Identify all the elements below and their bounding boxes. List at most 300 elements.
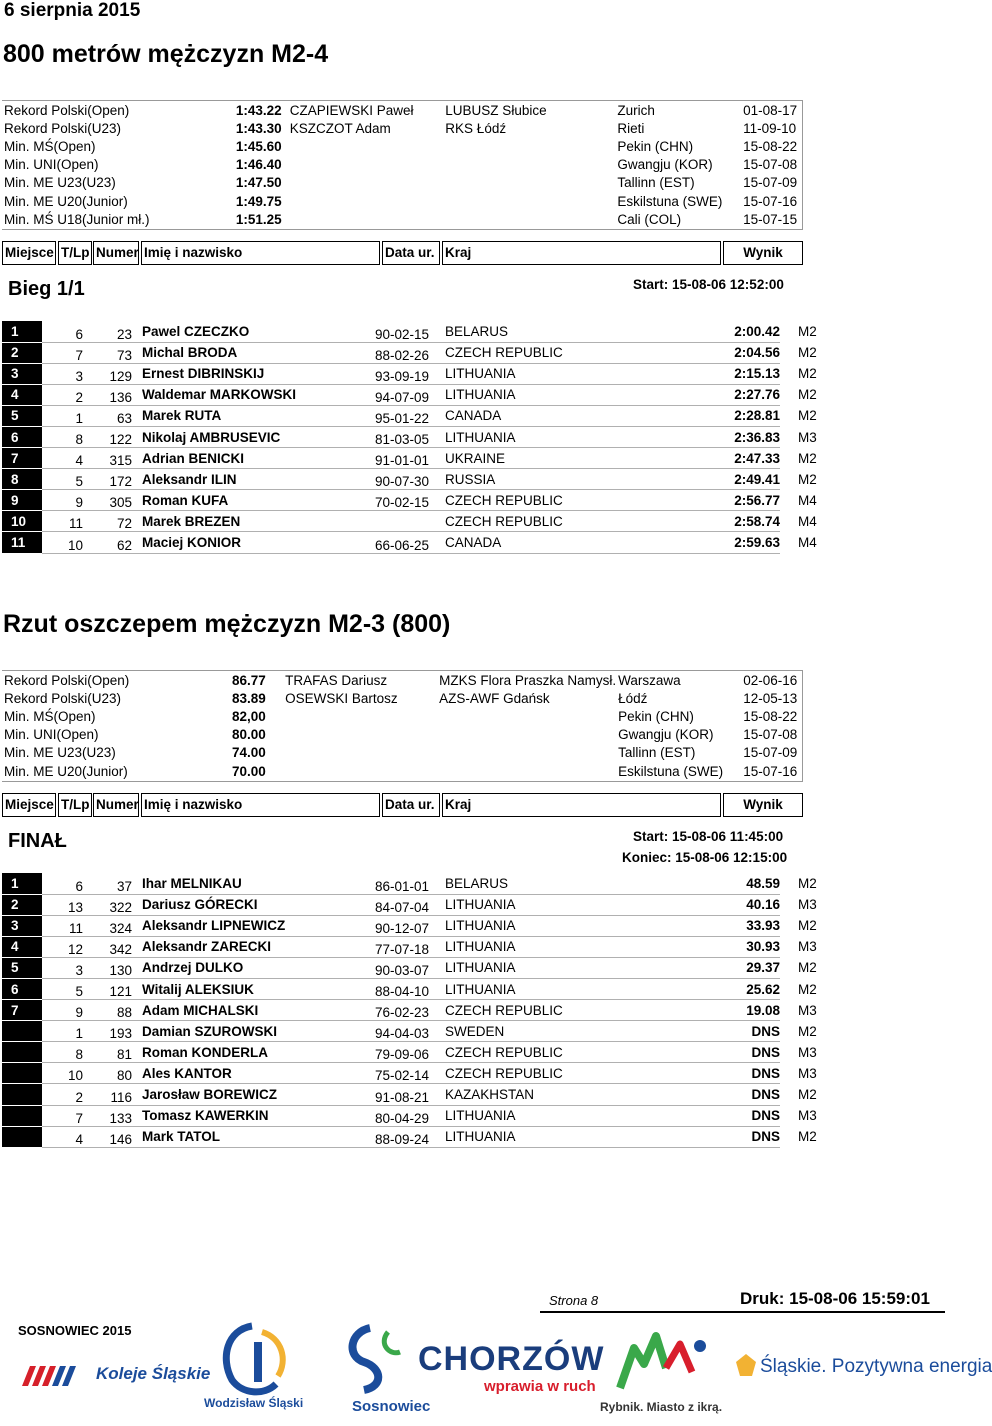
record-place: Zurich (617, 102, 655, 118)
record-row (2, 101, 803, 119)
result-row (2, 873, 870, 894)
result-value: 2:49.41 (696, 469, 780, 490)
result-number: 136 (83, 384, 132, 405)
birth-date: 77-07-18 (375, 936, 445, 957)
result-number: 73 (83, 342, 132, 363)
result-tlp: 10 (42, 1063, 83, 1084)
record-value: 83.89 (231, 690, 266, 706)
record-place: Gwangju (KOR) (618, 727, 714, 743)
result-tlp: 11 (42, 511, 83, 532)
athlete-name: Aleksandr ILIN (132, 469, 375, 490)
record-name: Min. UNI(Open) (4, 727, 99, 743)
rybnik-text: Rybnik. Miasto z ikrą. (600, 1400, 723, 1414)
result-tlp: 6 (42, 873, 83, 894)
record-date: 15-07-08 (743, 727, 798, 743)
record-club: RKS Łódź (445, 120, 507, 136)
result-value: 2:00.42 (696, 321, 780, 342)
record-name: Rekord Polski(Open) (4, 672, 130, 688)
record-date: 02-06-16 (743, 672, 798, 688)
header-number: Numer (93, 793, 139, 817)
birth-date: 91-08-21 (375, 1084, 445, 1105)
record-value: 80.00 (231, 727, 266, 743)
birth-date: 79-09-06 (375, 1042, 445, 1063)
category: M2 (798, 366, 817, 382)
record-value: 1:49.75 (235, 193, 282, 209)
result-value: DNS (696, 1021, 780, 1042)
country: LITHUANIA (445, 426, 696, 447)
athlete-name: Pawel CZECZKO (132, 321, 375, 342)
result-number: 133 (83, 1105, 132, 1126)
athlete-name: Adrian BENICKI (132, 448, 375, 469)
header-tlp: T/Lp (58, 241, 92, 265)
country: KAZAKHSTAN (445, 1084, 696, 1105)
result-place: 9 (2, 490, 42, 511)
record-club (437, 762, 616, 780)
result-place: 7 (2, 448, 42, 469)
results-header (2, 241, 802, 265)
country: SWEDEN (445, 1021, 696, 1042)
result-value: 2:56.77 (696, 490, 780, 511)
result-row (2, 957, 870, 978)
result-row (2, 1126, 870, 1147)
result-row (2, 978, 870, 999)
result-value: 2:59.63 (696, 532, 780, 553)
record-row (2, 137, 803, 155)
footer-divider (540, 1311, 945, 1313)
result-value: 40.16 (696, 894, 780, 915)
page-date: 6 sierpnia 2015 (4, 0, 141, 21)
country: CZECH REPUBLIC (445, 342, 696, 363)
result-tlp: 12 (42, 936, 83, 957)
record-value: 1:47.50 (235, 175, 282, 191)
country: LITHUANIA (445, 936, 696, 957)
athlete-name: Adam MICHALSKI (132, 1000, 375, 1021)
record-club (437, 707, 616, 725)
result-place (2, 1063, 42, 1084)
result-tlp: 3 (42, 363, 83, 384)
result-place (2, 1042, 42, 1063)
result-value: 30.93 (696, 936, 780, 957)
result-value: 33.93 (696, 915, 780, 936)
athlete-name: Michal BRODA (132, 342, 375, 363)
birth-date: 94-07-09 (375, 384, 445, 405)
record-row (2, 174, 803, 192)
country: LITHUANIA (445, 957, 696, 978)
result-place: 7 (2, 1000, 42, 1021)
athlete-name: Ihar MELNIKAU (132, 873, 375, 894)
result-place (2, 1105, 42, 1126)
country: RUSSIA (445, 469, 696, 490)
record-athlete (283, 744, 437, 762)
result-row (2, 1063, 870, 1084)
record-place: Gwangju (KOR) (617, 157, 713, 173)
birth-date: 70-02-15 (375, 490, 445, 511)
record-value: 1:43.30 (235, 120, 282, 136)
athlete-name: Damian SZUROWSKI (132, 1021, 375, 1042)
record-athlete (288, 156, 444, 174)
birth-date: 91-01-01 (375, 448, 445, 469)
result-number: 172 (83, 469, 132, 490)
birth-date: 90-12-07 (375, 915, 445, 936)
athlete-name: Aleksandr LIPNEWICZ (132, 915, 375, 936)
record-value: 1:51.25 (235, 211, 282, 227)
category: M2 (798, 345, 817, 361)
header-country: Kraj (442, 793, 721, 817)
country: LITHUANIA (445, 978, 696, 999)
record-club: AZS-AWF Gdańsk (439, 690, 550, 706)
result-place: 8 (2, 469, 42, 490)
record-name: Min. UNI(Open) (4, 157, 99, 173)
record-athlete (283, 707, 437, 725)
birth-date: 94-04-03 (375, 1021, 445, 1042)
category: M3 (798, 1065, 817, 1081)
record-athlete (283, 726, 437, 744)
result-row (2, 448, 870, 469)
birth-date: 88-02-26 (375, 342, 445, 363)
birth-date: 75-02-14 (375, 1063, 445, 1084)
koleje-slaskie-logo (22, 1360, 211, 1394)
birth-date: 93-09-19 (375, 363, 445, 384)
record-name: Min. ME U20(Junior) (4, 193, 128, 209)
result-number: 72 (83, 511, 132, 532)
record-row (2, 192, 803, 210)
result-tlp: 5 (42, 469, 83, 490)
birth-date: 84-07-04 (375, 894, 445, 915)
start-time: Start: 15-08-06 12:52:00 (633, 277, 784, 292)
record-name: Min. MŚ(Open) (4, 708, 96, 724)
record-place: Cali (COL) (617, 211, 682, 227)
record-value: 86.77 (231, 672, 266, 688)
records-table (2, 671, 803, 780)
header-name: Imię i nazwisko (141, 241, 380, 265)
result-number: 322 (83, 894, 132, 915)
end-time: Koniec: 15-08-06 12:15:00 (622, 850, 788, 865)
result-tlp: 1 (42, 1021, 83, 1042)
result-value: 2:58.74 (696, 511, 780, 532)
result-number: 122 (83, 426, 132, 447)
record-date: 15-07-09 (743, 745, 798, 761)
result-number: 129 (83, 363, 132, 384)
result-row (2, 1021, 870, 1042)
country: CZECH REPUBLIC (445, 511, 696, 532)
slaskie-text: Śląskie. Pozytywna energia (760, 1356, 992, 1377)
birth-date: 90-03-07 (375, 957, 445, 978)
category: M4 (798, 492, 817, 508)
result-value: DNS (696, 1105, 780, 1126)
country: CZECH REPUBLIC (445, 1042, 696, 1063)
result-place: 1 (2, 321, 42, 342)
result-place (2, 1084, 42, 1105)
result-row (2, 342, 870, 363)
heat-label: Bieg 1/1 (8, 278, 85, 300)
record-club (443, 210, 615, 228)
result-tlp: 2 (42, 1084, 83, 1105)
result-number: 37 (83, 873, 132, 894)
athlete-name: Nikolaj AMBRUSEVIC (132, 426, 375, 447)
results-table (2, 873, 870, 1148)
heat-label: FINAŁ (8, 830, 67, 852)
country: LITHUANIA (445, 915, 696, 936)
result-number: 80 (83, 1063, 132, 1084)
result-value: 19.08 (696, 1000, 780, 1021)
result-value: 2:47.33 (696, 448, 780, 469)
record-row (2, 689, 803, 707)
wodzislaw-mark (202, 1318, 314, 1398)
result-place: 3 (2, 363, 42, 384)
result-value: 2:28.81 (696, 405, 780, 426)
record-club (443, 192, 615, 210)
record-row (2, 156, 803, 174)
birth-date: 90-07-30 (375, 469, 445, 490)
athlete-name: Tomasz KAWERKIN (132, 1105, 375, 1126)
birth-date: 95-01-22 (375, 405, 445, 426)
header-number: Numer (93, 241, 139, 265)
record-club (437, 744, 616, 762)
result-value: 25.62 (696, 978, 780, 999)
result-tlp: 11 (42, 915, 83, 936)
result-row (2, 894, 870, 915)
result-tlp: 13 (42, 894, 83, 915)
category: M2 (798, 876, 817, 892)
athlete-name: Dariusz GÓRECKI (132, 894, 375, 915)
result-row (2, 363, 870, 384)
athlete-name: Mark TATOL (132, 1126, 375, 1147)
record-date: 15-07-15 (743, 211, 798, 227)
birth-date: 76-02-23 (375, 1000, 445, 1021)
athlete-name: Roman KUFA (132, 490, 375, 511)
result-place: 5 (2, 405, 42, 426)
result-tlp: 10 (42, 532, 83, 553)
header-place: Miejsce (2, 793, 56, 817)
record-name: Min. ME U23(U23) (4, 745, 116, 761)
result-tlp: 1 (42, 405, 83, 426)
athlete-name: Jarosław BOREWICZ (132, 1084, 375, 1105)
result-number: 193 (83, 1021, 132, 1042)
slaskie-mark (736, 1354, 756, 1380)
record-value: 70.00 (231, 763, 266, 779)
category: M4 (798, 534, 817, 550)
record-value: 74.00 (231, 745, 266, 761)
record-place: Pekin (CHN) (618, 708, 694, 724)
result-value: DNS (696, 1042, 780, 1063)
result-number: 315 (83, 448, 132, 469)
result-tlp: 8 (42, 1042, 83, 1063)
result-place (2, 1126, 42, 1147)
record-row (2, 119, 803, 137)
header-country: Kraj (442, 241, 721, 265)
result-place: 4 (2, 936, 42, 957)
result-value: 2:04.56 (696, 342, 780, 363)
record-athlete: OSEWSKI Bartosz (285, 690, 398, 706)
result-row (2, 936, 870, 957)
header-name: Imię i nazwisko (141, 793, 380, 817)
result-place: 3 (2, 915, 42, 936)
category: M3 (798, 1002, 817, 1018)
category: M2 (798, 408, 817, 424)
record-place: Tallinn (EST) (617, 175, 695, 191)
header-tlp: T/Lp (58, 793, 92, 817)
result-value: 2:36.83 (696, 426, 780, 447)
birth-date: 90-02-15 (375, 321, 445, 342)
rybnik-mark (600, 1328, 730, 1398)
result-place: 1 (2, 873, 42, 894)
category: M2 (798, 1086, 817, 1102)
result-place: 11 (2, 532, 42, 553)
result-row (2, 532, 870, 553)
result-row (2, 1105, 870, 1126)
record-athlete: TRAFAS Dariusz (285, 672, 388, 688)
birth-date: 86-01-01 (375, 873, 445, 894)
record-date: 11-09-10 (743, 120, 797, 136)
result-place: 6 (2, 426, 42, 447)
header-result: Wynik (723, 793, 803, 817)
records-table (2, 101, 803, 228)
results-header (2, 793, 802, 817)
birth-date: 66-06-25 (375, 532, 445, 553)
result-value: 2:27.76 (696, 384, 780, 405)
category: M2 (798, 450, 817, 466)
country: UKRAINE (445, 448, 696, 469)
result-row (2, 405, 870, 426)
header-birth: Data ur. (382, 793, 440, 817)
country: CANADA (445, 532, 696, 553)
category: M2 (798, 1023, 817, 1039)
result-row (2, 469, 870, 490)
result-row (2, 1084, 870, 1105)
category: M2 (798, 471, 817, 487)
athlete-name: Marek RUTA (132, 405, 375, 426)
koleje-slaskie-text: Koleje Śląskie (96, 1364, 211, 1383)
result-number: 342 (83, 936, 132, 957)
chorzow-logo (418, 1340, 608, 1400)
athlete-name: Maciej KONIOR (132, 532, 375, 553)
result-row (2, 384, 870, 405)
header-place: Miejsce (2, 241, 56, 265)
result-row (2, 321, 870, 342)
record-date: 01-08-17 (743, 102, 798, 118)
record-place: Łódź (618, 690, 648, 706)
record-club (443, 156, 615, 174)
result-tlp: 9 (42, 1000, 83, 1021)
page-number: Strona 8 (549, 1293, 599, 1308)
category: M3 (798, 897, 817, 913)
result-row (2, 915, 870, 936)
birth-date: 88-09-24 (375, 1126, 445, 1147)
category: M3 (798, 939, 817, 955)
record-club: LUBUSZ Słubice (445, 102, 547, 118)
result-number: 146 (83, 1126, 132, 1147)
athlete-name: Witalij ALEKSIUK (132, 978, 375, 999)
record-row (2, 671, 803, 689)
result-number: 130 (83, 957, 132, 978)
record-date: 15-08-22 (743, 138, 798, 154)
result-number: 63 (83, 405, 132, 426)
record-place: Eskilstuna (SWE) (618, 763, 724, 779)
wodzislaw-logo (202, 1318, 314, 1422)
country: BELARUS (445, 321, 696, 342)
record-value: 1:43.22 (235, 102, 282, 118)
record-athlete: KSZCZOT Adam (289, 120, 391, 136)
category: M2 (798, 387, 817, 403)
start-time: Start: 15-08-06 11:45:00 (633, 829, 784, 844)
athlete-name: Andrzej DULKO (132, 957, 375, 978)
category: M2 (798, 918, 817, 934)
result-place: 2 (2, 894, 42, 915)
athlete-name: Roman KONDERLA (132, 1042, 375, 1063)
record-place: Warszawa (618, 672, 681, 688)
country: CZECH REPUBLIC (445, 1063, 696, 1084)
country: LITHUANIA (445, 1105, 696, 1126)
record-value: 82,00 (231, 708, 266, 724)
category: M2 (798, 1129, 817, 1145)
result-value: 48.59 (696, 873, 780, 894)
category: M2 (798, 960, 817, 976)
result-number: 23 (83, 321, 132, 342)
country: CZECH REPUBLIC (445, 1000, 696, 1021)
record-name: Rekord Polski(U23) (4, 690, 122, 706)
chorzow-text: CHORZÓW (418, 1340, 605, 1378)
record-place: Rieti (617, 120, 645, 136)
record-date: 15-07-16 (743, 763, 798, 779)
category: M3 (798, 1044, 817, 1060)
category: M4 (798, 513, 817, 529)
category: M3 (798, 429, 817, 445)
result-value: DNS (696, 1084, 780, 1105)
result-number: 305 (83, 490, 132, 511)
result-place: 10 (2, 511, 42, 532)
rybnik-logo (600, 1328, 730, 1422)
result-place: 6 (2, 978, 42, 999)
result-tlp: 7 (42, 342, 83, 363)
record-row (2, 762, 803, 780)
record-place: Pekin (CHN) (617, 138, 694, 154)
result-number: 116 (83, 1084, 132, 1105)
result-row (2, 426, 870, 447)
result-tlp: 9 (42, 490, 83, 511)
record-athlete (288, 137, 444, 155)
record-name: Min. ME U23(U23) (4, 175, 116, 191)
result-tlp: 3 (42, 957, 83, 978)
athlete-name: Ales KANTOR (132, 1063, 375, 1084)
record-date: 15-07-09 (743, 175, 798, 191)
result-row (2, 1000, 870, 1021)
record-place: Tallinn (EST) (618, 745, 696, 761)
event-title: Rzut oszczepem mężczyzn M2-3 (800) (3, 610, 451, 638)
country: LITHUANIA (445, 384, 696, 405)
country: BELARUS (445, 873, 696, 894)
result-tlp: 7 (42, 1105, 83, 1126)
record-row (2, 726, 803, 744)
sosnowiec-logo (330, 1322, 430, 1422)
print-timestamp: Druk: 15-08-06 15:59:01 (740, 1289, 930, 1308)
result-value: DNS (696, 1063, 780, 1084)
birth-date: 88-04-10 (375, 978, 445, 999)
record-value: 1:45.60 (235, 138, 282, 154)
category: M3 (798, 1108, 817, 1124)
record-name: Min. ME U20(Junior) (4, 763, 128, 779)
record-place: Eskilstuna (SWE) (617, 193, 723, 209)
result-tlp: 6 (42, 321, 83, 342)
event-title: 800 metrów mężczyzn M2-4 (3, 40, 329, 68)
record-date: 15-08-22 (743, 708, 798, 724)
record-club (443, 174, 615, 192)
birth-date: 80-04-29 (375, 1105, 445, 1126)
record-row (2, 744, 803, 762)
result-tlp: 5 (42, 978, 83, 999)
sosnowiec-text: Sosnowiec (352, 1398, 431, 1415)
record-name: Rekord Polski(Open) (4, 102, 130, 118)
wodzislaw-text: Wodzisław Śląski (204, 1396, 304, 1410)
